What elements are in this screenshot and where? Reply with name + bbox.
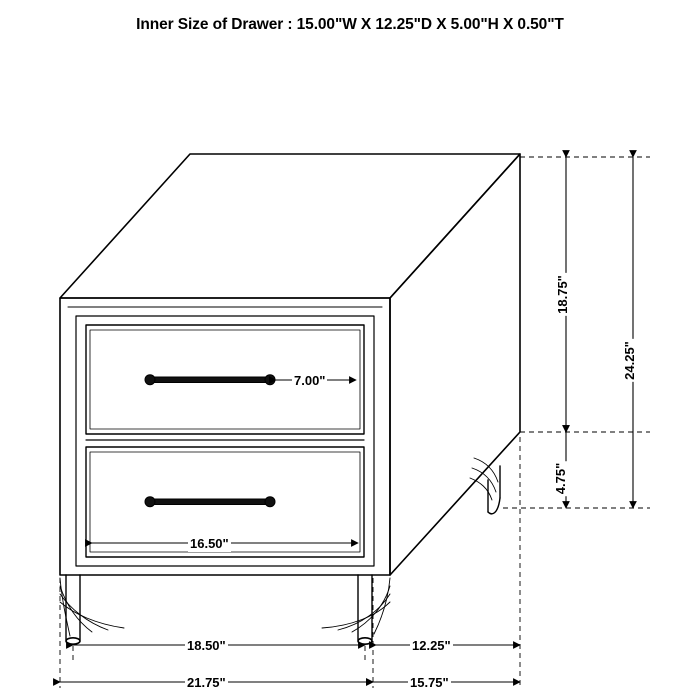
cabinet-bottom-side-edge	[390, 432, 520, 575]
cabinet-side	[390, 154, 520, 575]
front-left-leg-foot	[66, 638, 80, 644]
top-drawer-handle-bar	[150, 377, 270, 383]
dim-label-inner-side-depth: 12.25"	[412, 638, 451, 653]
dim-label-total-height: 24.25"	[621, 341, 637, 380]
bottom-drawer-handle-left-knob	[145, 497, 155, 507]
top-drawer-handle-left-knob	[145, 375, 155, 385]
dim-label-inner-front-width: 18.50"	[187, 638, 226, 653]
side-support-curve-1	[470, 478, 492, 500]
front-right-leg-foot	[358, 638, 372, 644]
dim-label-outer-side-depth: 15.75"	[410, 675, 449, 690]
extension-lines	[60, 157, 650, 688]
page-title: Inner Size of Drawer : 15.00"W X 12.25"D X 5.00"H X 0.50"T	[136, 16, 564, 33]
dim-label-drawer-handle-height: 7.00"	[294, 373, 326, 388]
dim-label-upper-case-height: 18.75"	[554, 275, 570, 314]
top-drawer-handle-right-knob	[265, 375, 275, 385]
leg-support-curve-right-4	[322, 602, 390, 628]
dim-label-bottom-drawer-width: 16.50"	[190, 536, 229, 551]
cabinet-front	[60, 298, 390, 575]
bottom-drawer-handle-bar	[150, 499, 270, 505]
dim-label-leg-height: 4.75"	[553, 462, 569, 495]
leg-support-curve-left-1	[60, 578, 70, 636]
bottom-drawer-handle-right-knob	[265, 497, 275, 507]
leg-support-curve-right-1	[374, 578, 390, 634]
cabinet-top	[60, 154, 520, 298]
dimension-lines	[60, 157, 633, 682]
rear-right-leg-foot	[488, 498, 500, 514]
dim-label-outer-front-width: 21.75"	[187, 675, 226, 690]
front-frame	[76, 316, 374, 566]
